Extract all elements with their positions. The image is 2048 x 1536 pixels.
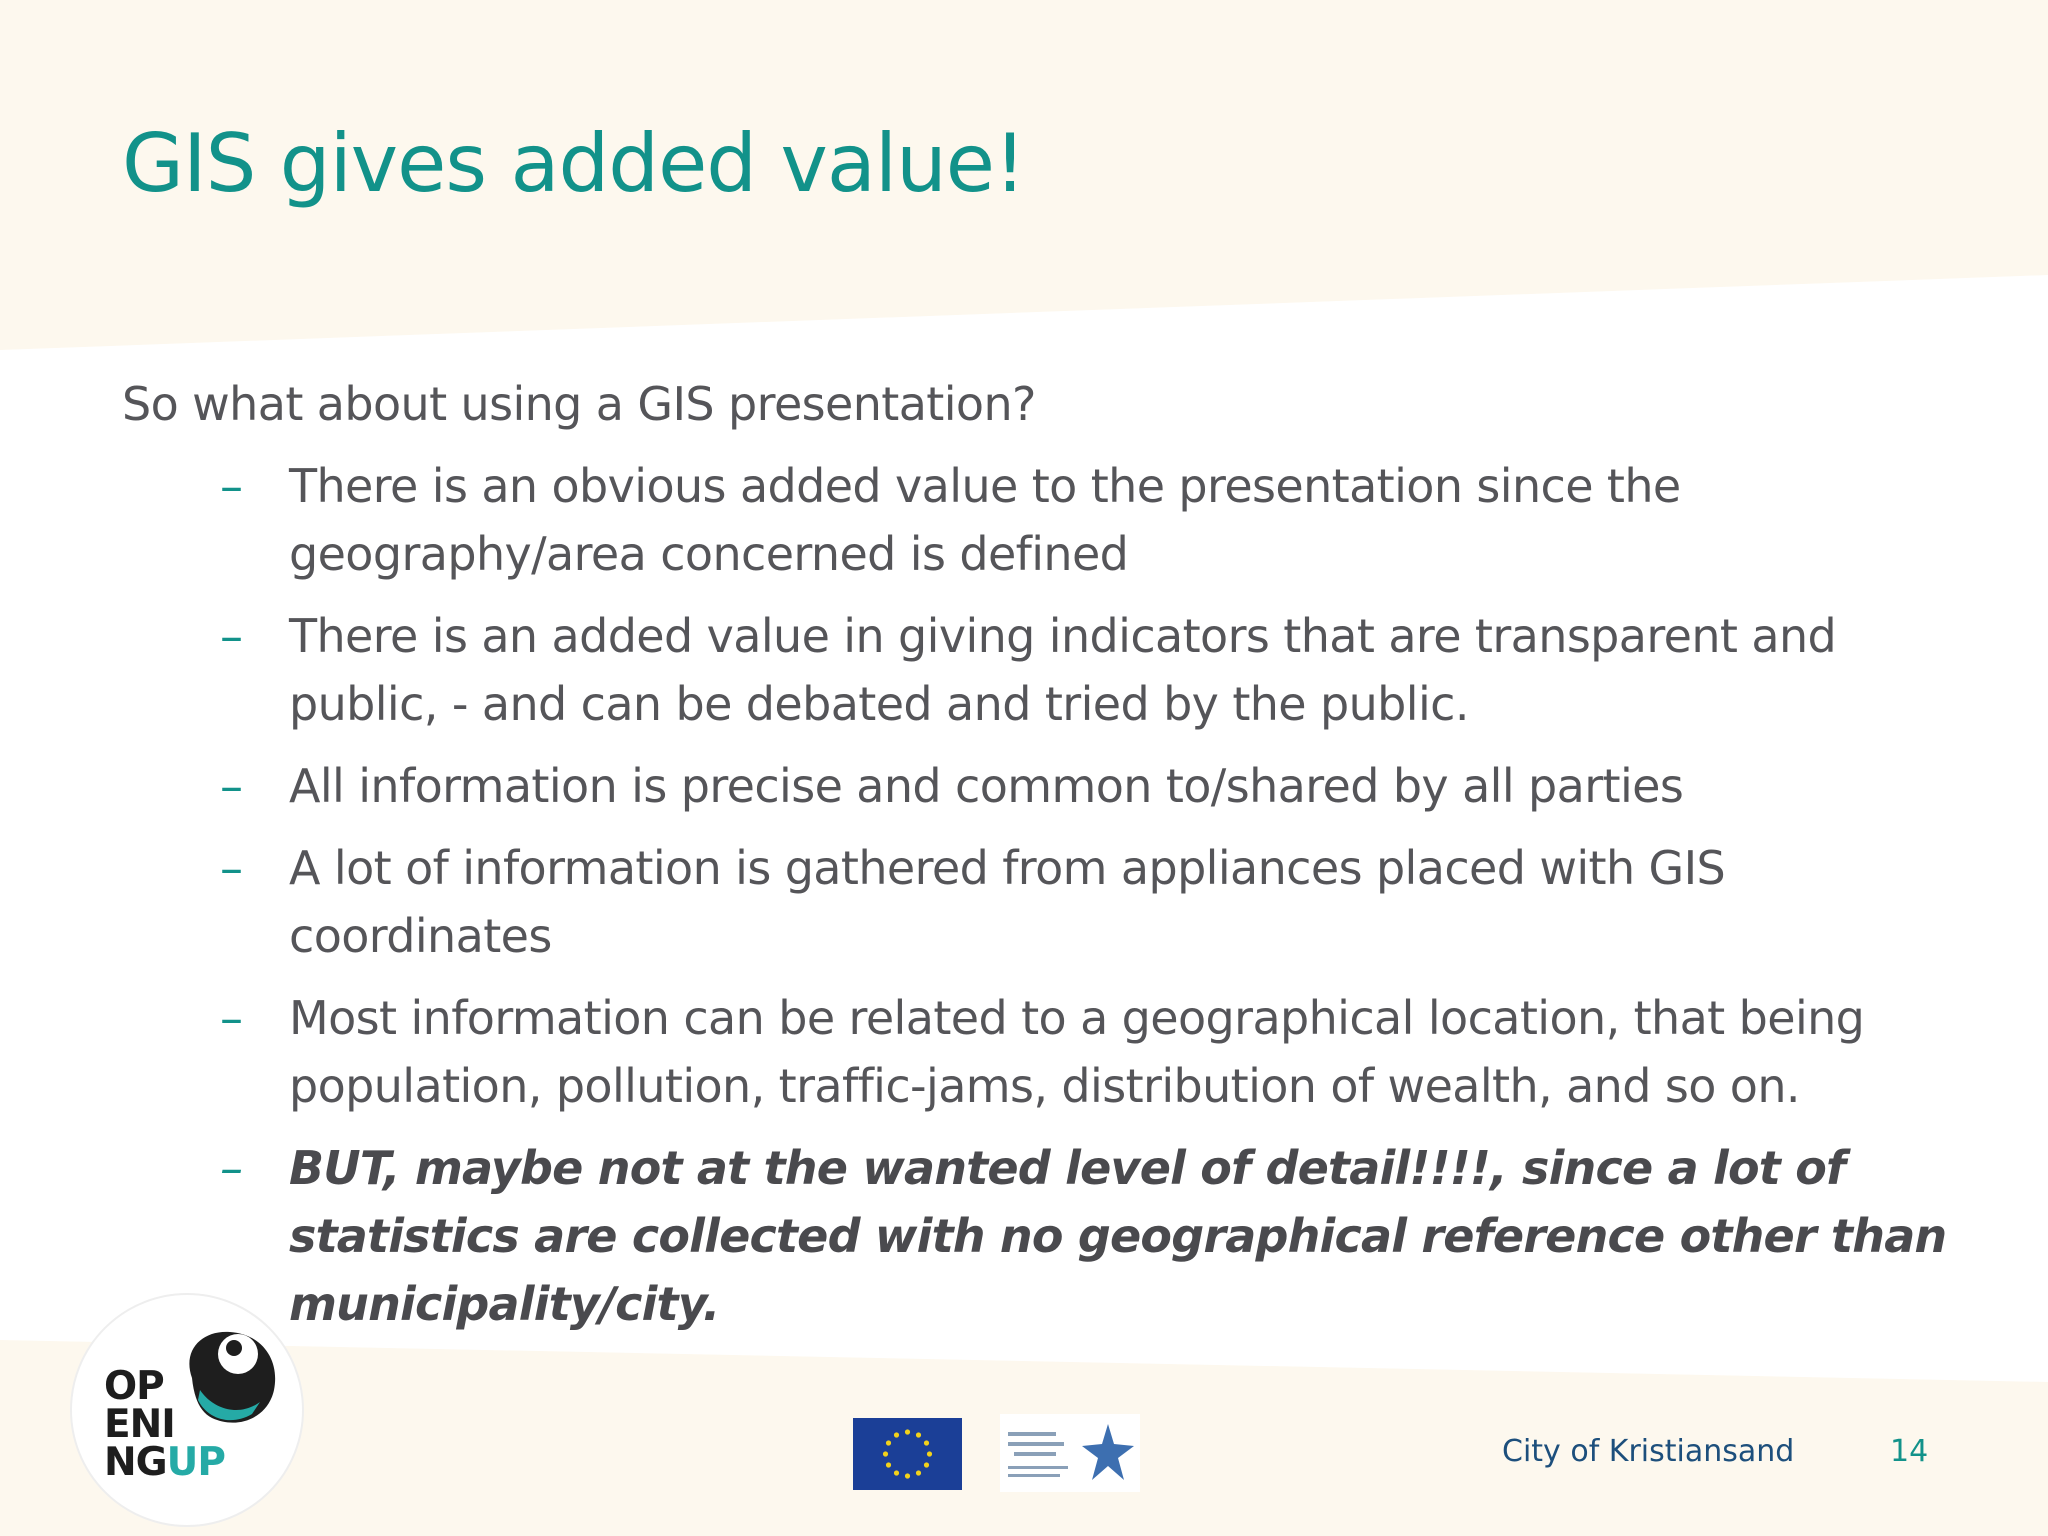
logo-line-3 bbox=[104, 1440, 225, 1485]
dash-marker: – bbox=[220, 1141, 243, 1195]
dash-marker: – bbox=[220, 991, 243, 1045]
bullet-item bbox=[122, 752, 1969, 820]
slide-title: GIS gives added value! bbox=[122, 117, 1026, 210]
logo-line-1: OP bbox=[104, 1364, 164, 1409]
interreg-north-sea-logo bbox=[1000, 1414, 1140, 1492]
logo-line-2: ENI bbox=[104, 1402, 175, 1447]
bullet-item bbox=[122, 452, 1969, 588]
bullet-text: BUT, maybe not at the wanted level of detail!!!!, since a lot of statistics are collected with no geographical reference other than municipality/city. bbox=[289, 1141, 1947, 1331]
logo-wordmark bbox=[104, 1364, 225, 1485]
logo-line-3b: UP bbox=[166, 1440, 225, 1485]
dash-marker: – bbox=[220, 459, 243, 513]
bullet-item bbox=[122, 984, 1969, 1120]
logo-line-3a: NG bbox=[104, 1440, 167, 1485]
bullet-text: A lot of information is gathered from appliances placed with GIS coordinates bbox=[289, 841, 1726, 963]
page-number: 14 bbox=[1890, 1434, 1929, 1469]
bullet-list bbox=[122, 452, 1947, 1338]
dash-marker: – bbox=[220, 841, 243, 895]
bullet-item-emphasized bbox=[122, 1134, 1969, 1338]
bullet-item bbox=[122, 602, 1969, 738]
bullet-text: Most information can be related to a geographical location, that being population, pollution, traffic-jams, distribution of wealth, and so on. bbox=[289, 991, 1865, 1113]
dash-marker: – bbox=[220, 759, 243, 813]
bullet-text: There is an added value in giving indicators that are transparent and public, - and can be debated and tried by the public. bbox=[289, 609, 1837, 731]
lead-text: So what about using a GIS presentation? bbox=[122, 377, 1036, 431]
dash-marker: – bbox=[220, 609, 243, 663]
bullet-item bbox=[122, 834, 1969, 970]
slide-body bbox=[122, 370, 1947, 1352]
footer-organization: City of Kristiansand bbox=[1502, 1434, 1795, 1469]
bullet-text: There is an obvious added value to the presentation since the geography/area concerned is defined bbox=[289, 459, 1681, 581]
eu-flag-icon bbox=[853, 1418, 962, 1490]
bullet-text: All information is precise and common to/shared by all parties bbox=[289, 759, 1684, 813]
